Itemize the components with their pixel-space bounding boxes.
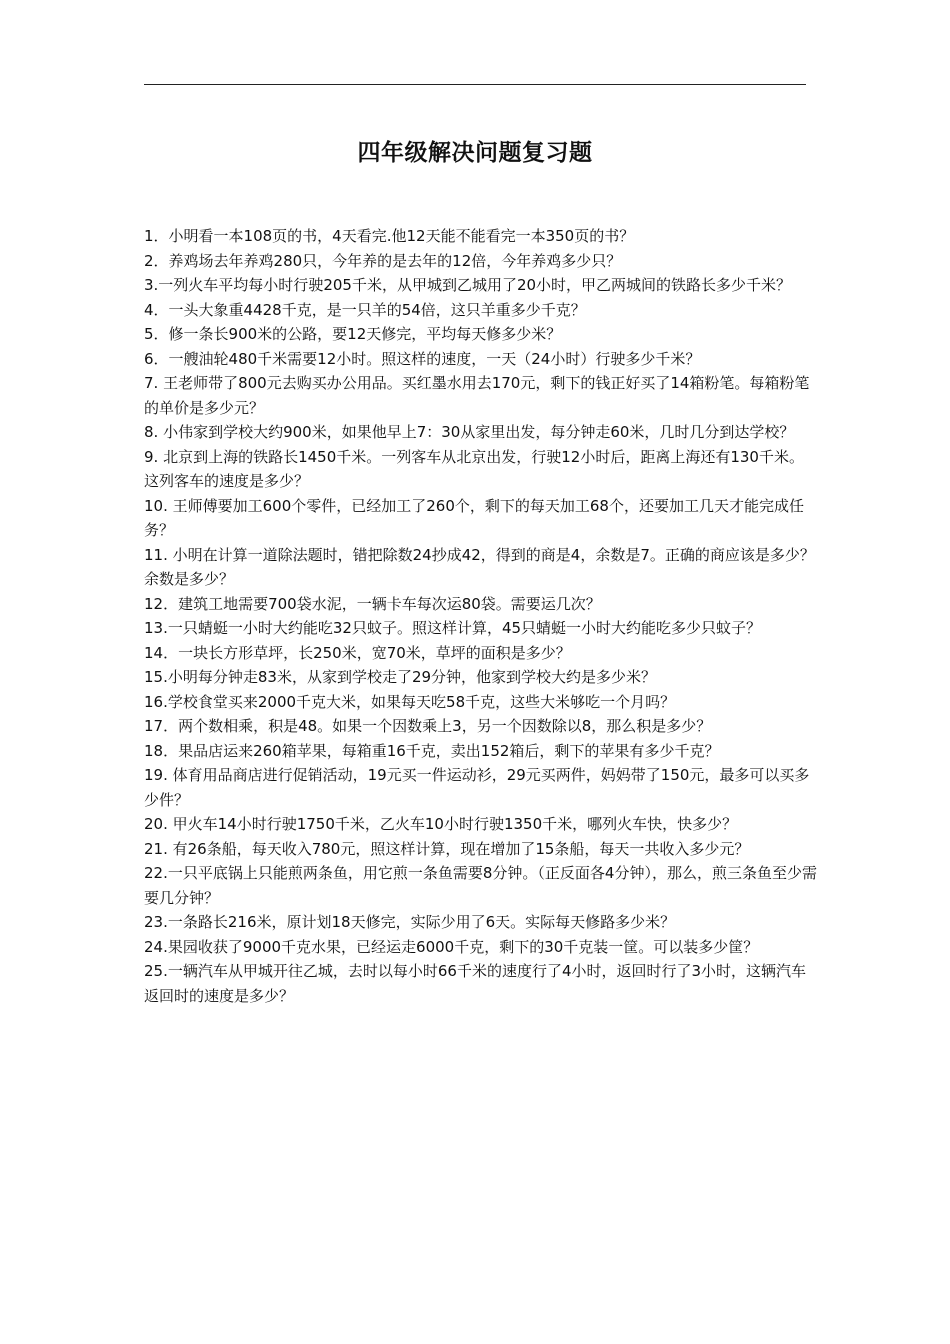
question-item: 15.小明每分钟走83米，从家到学校走了29分钟，他家到学校大约是多少米？ <box>144 668 657 686</box>
question-item: 3.一列火车平均每小时行驶205千米，从甲城到乙城用了20小时，甲乙两城间的铁路长多少千米？ <box>144 276 792 294</box>
header-divider <box>144 84 806 85</box>
question-item: 11. 小明在计算一道除法题时，错把除数24抄成42，得到的商是4，余数是7。正确的商应该是多少？余数是多少？ <box>144 545 815 588</box>
question-item: 25.一辆汽车从甲城开往乙城，去时以每小时66千米的速度行了4小时，返回时行了3小时，这辆汽车返回时的速度是多少？ <box>144 962 807 1005</box>
question-item: 16.学校食堂买来2000千克大米，如果每天吃58千克，这些大米够吃一个月吗？ <box>144 692 676 711</box>
question-item: 17．两个数相乘，积是48。如果一个因数乘上3，另一个因数除以8，那么积是多少？ <box>144 717 712 735</box>
question-item: 2．养鸡场去年养鸡280只，今年养的是去年的12倍，今年养鸡多少只？ <box>144 251 622 270</box>
question-item: 18．果品店运来260箱苹果，每箱重16千克，卖出152箱后，剩下的苹果有多少千克？ <box>144 741 720 760</box>
question-item: 21. 有26条船，每天收入780元，照这样计算，现在增加了15条船，每天一共收入多少元？ <box>144 839 750 858</box>
question-item: 20. 甲火车14小时行驶1750千米，乙火车10小时行驶1350千米，哪列火车快，快多少？ <box>144 815 738 833</box>
question-item: 9. 北京到上海的铁路长1450千米。一列客车从北京出发，行驶12小时后，距离上海还有130千米。这列客车的速度是多少？ <box>144 447 804 490</box>
question-item: 8. 小伟家到学校大约900米，如果他早上7：30从家里出发，每分钟走60米，几时几分到达学校？ <box>144 423 795 441</box>
question-item: 13.一只蜻蜓一小时大约能吃32只蚊子。照这样计算，45只蜻蜓一小时大约能吃多少只蚊子？ <box>144 619 762 637</box>
question-item: 19. 体育用品商店进行促销活动，19元买一件运动衫，29元买两件，妈妈带了150元，最多可以买多少件？ <box>144 766 810 809</box>
question-item: 23.一条路长216米，原计划18天修完，实际少用了6天。实际每天修路多少米？ <box>144 913 676 931</box>
question-item: 4．一头大象重4428千克，是一只羊的54倍，这只羊重多少千克？ <box>144 300 586 319</box>
question-item: 12．建筑工地需要700袋水泥，一辆卡车每次运80袋。需要运几次？ <box>144 594 601 613</box>
question-item: 14．一块长方形草坪，长250米，宽70米，草坪的面积是多少？ <box>144 643 571 662</box>
question-item: 10. 王师傅要加工600个零件，已经加工了260个，剩下的每天加工68个，还要加工几天才能完成任务？ <box>144 496 804 539</box>
page-title: 四年级解决问题复习题 <box>357 140 593 166</box>
question-item: 5．修一条长900米的公路，要12天修完，平均每天修多少米？ <box>144 325 562 343</box>
question-item: 22.一只平底锅上只能煎两条鱼，用它煎一条鱼需要8分钟。（正反面各4分钟），那么，煎三条鱼至少需要几分钟？ <box>144 864 817 907</box>
question-item: 1．小明看一本108页的书，4天看完.他12天能不能看完一本350页的书？ <box>144 227 635 245</box>
question-item: 24.果园收获了9000千克水果，已经运走6000千克，剩下的30千克装一筐。可以装多少筐？ <box>144 937 759 956</box>
question-item: 6．一艘油轮480千米需要12小时。照这样的速度，一天（24小时）行驶多少千米？ <box>144 349 701 368</box>
question-item: 7. 王老师带了800元去购买办公用品。买红墨水用去170元，剩下的钱正好买了14箱粉笔。每箱粉笔的单价是多少元？ <box>144 374 810 417</box>
question-list <box>144 224 818 1008</box>
